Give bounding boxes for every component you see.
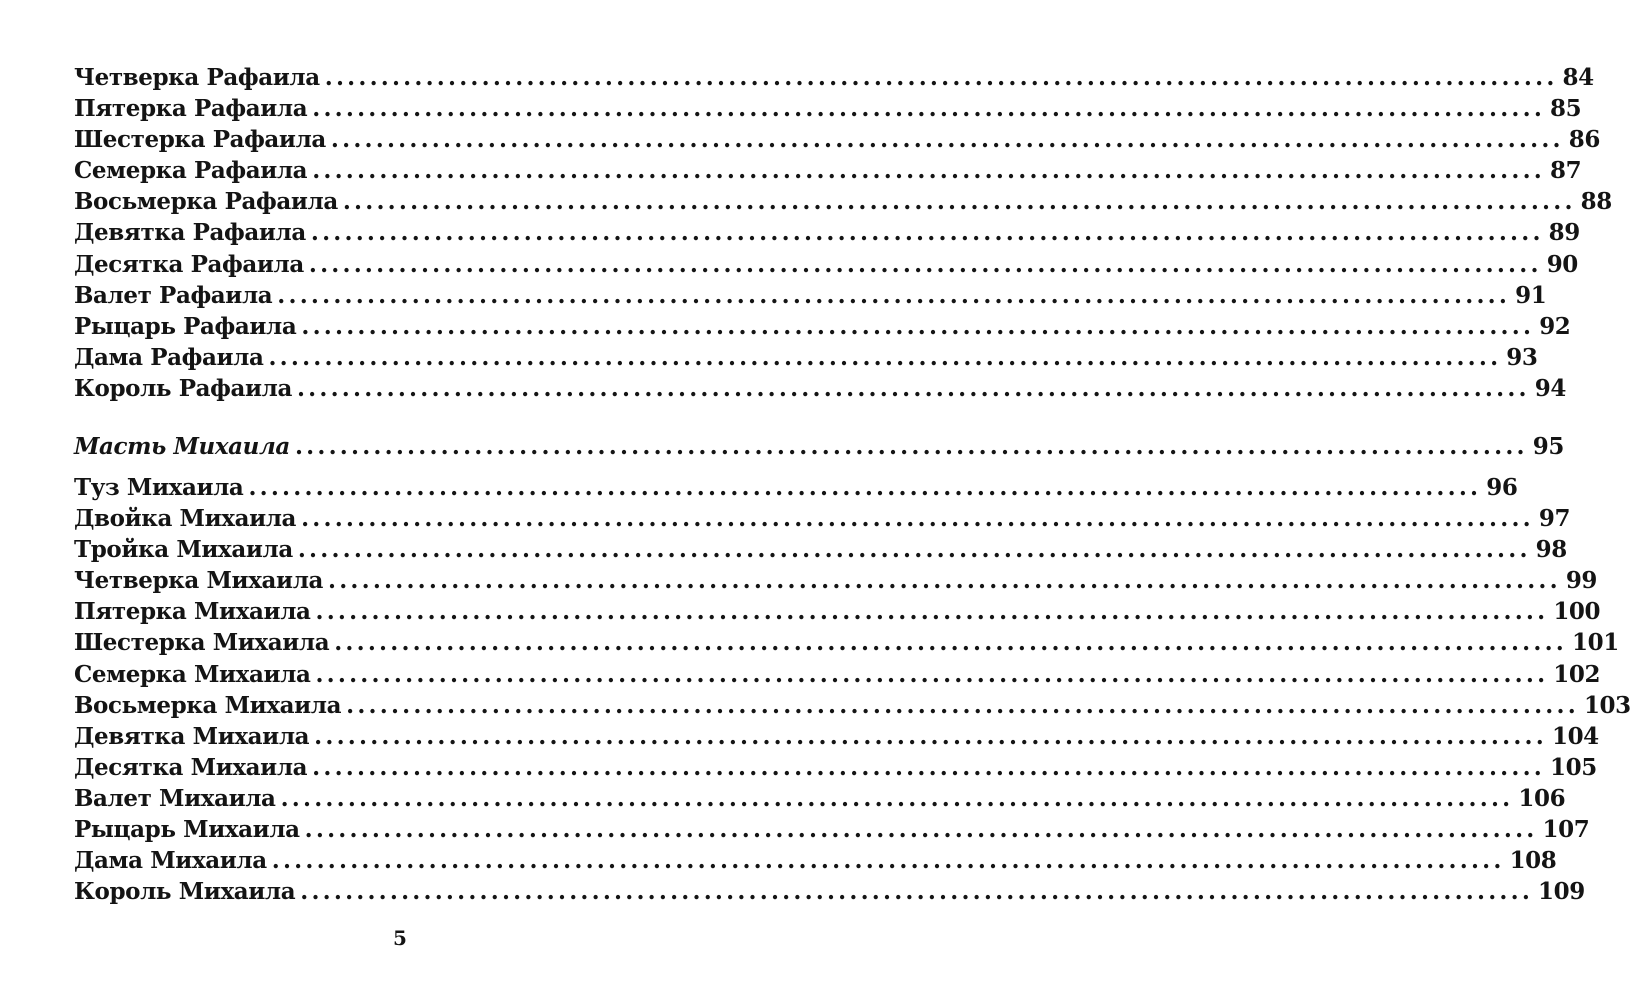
toc-entry[interactable] bbox=[74, 845, 1557, 876]
toc-entry-title: Король Рафаила bbox=[74, 374, 292, 402]
toc-entry-title: Тройка Михаила bbox=[74, 536, 293, 564]
toc-entry[interactable] bbox=[74, 659, 1601, 690]
toc-entry[interactable] bbox=[74, 217, 1580, 248]
toc-entry-title: Семерка Рафаила bbox=[74, 157, 308, 185]
toc-entry[interactable] bbox=[74, 93, 1582, 124]
toc-entry[interactable] bbox=[74, 752, 1597, 783]
toc-entry[interactable] bbox=[74, 342, 1538, 373]
toc-entry[interactable] bbox=[74, 814, 1590, 845]
toc-entry-page: 90 bbox=[1546, 250, 1578, 278]
toc-entry-title: Валет Рафаила bbox=[74, 281, 273, 309]
toc-entry-page: 108 bbox=[1509, 847, 1557, 875]
dot-leader: .............................................................................................................. bbox=[280, 784, 1514, 812]
toc-entry[interactable] bbox=[74, 721, 1599, 752]
toc-entry-page: 97 bbox=[1538, 505, 1571, 533]
toc-entry[interactable] bbox=[74, 186, 1612, 217]
dot-leader: .............................................................................................................. bbox=[328, 567, 1561, 595]
dot-leader: .............................................................................................................. bbox=[301, 505, 1534, 533]
toc-entry-page: 100 bbox=[1553, 598, 1601, 626]
toc-entry-title: Король Михаила bbox=[74, 878, 296, 906]
toc-entry-page: 102 bbox=[1553, 660, 1601, 688]
toc-entry-page: 109 bbox=[1538, 878, 1585, 906]
toc-entry[interactable] bbox=[74, 280, 1547, 311]
toc-entry-page: 98 bbox=[1535, 536, 1567, 564]
toc-entry[interactable] bbox=[74, 565, 1598, 596]
toc-entry[interactable] bbox=[74, 627, 1619, 658]
toc-entry-page: 96 bbox=[1486, 474, 1518, 501]
dot-leader: .............................................................................................................. bbox=[314, 722, 1547, 750]
toc-entry-title: Четверка Рафаила bbox=[74, 64, 320, 91]
toc-entry-page: 86 bbox=[1568, 126, 1600, 154]
dot-leader: .............................................................................................................. bbox=[330, 126, 1564, 154]
toc-entry-title: Четверка Михаила bbox=[74, 567, 324, 595]
toc-entry-title: Девятка Рафаила bbox=[74, 219, 306, 247]
toc-entry-page: 94 bbox=[1534, 374, 1566, 402]
toc-entry[interactable] bbox=[74, 783, 1566, 814]
toc-entry-page: 105 bbox=[1549, 753, 1597, 781]
dot-leader: .............................................................................................................. bbox=[304, 816, 1538, 844]
toc-entry-page: 87 bbox=[1550, 157, 1582, 185]
toc-entry-title: Двойка Михаила bbox=[74, 505, 297, 533]
dot-leader: .............................................................................................................. bbox=[301, 312, 1535, 340]
toc-entry-title: Шестерка Рафаила bbox=[74, 126, 326, 154]
toc-entry[interactable] bbox=[74, 62, 1594, 93]
toc-section-heading bbox=[74, 431, 1564, 462]
dot-leader: .............................................................................................................. bbox=[271, 847, 1505, 875]
toc-entry[interactable] bbox=[74, 311, 1571, 342]
toc-entry-page: 84 bbox=[1562, 64, 1594, 91]
toc-entry[interactable] bbox=[74, 876, 1585, 907]
dot-leader: .............................................................................................................. bbox=[268, 343, 1502, 371]
toc-entry-title: Десятка Рафаила bbox=[74, 250, 304, 278]
section-title: Масть Михаила bbox=[74, 433, 290, 460]
dot-leader: .............................................................................................................. bbox=[315, 660, 1549, 688]
toc-entry[interactable] bbox=[74, 534, 1567, 565]
dot-leader: .............................................................................................................. bbox=[312, 95, 1546, 123]
toc-entry-page: 104 bbox=[1551, 722, 1599, 750]
toc-entry-title: Восьмерка Рафаила bbox=[74, 188, 338, 216]
toc-entry-title: Рыцарь Рафаила bbox=[74, 312, 297, 340]
toc-entry-page: 88 bbox=[1580, 188, 1612, 216]
toc-entry-title: Шестерка Михаила bbox=[74, 629, 330, 657]
toc-entry-title: Дама Рафаила bbox=[74, 343, 264, 371]
dot-leader: .............................................................................................................. bbox=[294, 433, 1528, 460]
dot-leader: .............................................................................................................. bbox=[308, 250, 1542, 278]
toc-entry-page: 92 bbox=[1539, 312, 1571, 340]
section-page: 95 bbox=[1532, 433, 1564, 460]
dot-leader: .............................................................................................................. bbox=[300, 878, 1534, 906]
toc-entry-title: Семерка Михаила bbox=[74, 660, 311, 688]
dot-leader: .............................................................................................................. bbox=[324, 64, 1558, 91]
toc-entry[interactable] bbox=[74, 249, 1578, 280]
toc-entry[interactable] bbox=[74, 503, 1571, 534]
dot-leader: .............................................................................................................. bbox=[277, 281, 1511, 309]
toc-entry-page: 107 bbox=[1542, 816, 1590, 844]
toc-entry[interactable] bbox=[74, 155, 1582, 186]
toc-entry[interactable] bbox=[74, 124, 1600, 155]
toc-entry-title: Дама Михаила bbox=[74, 847, 267, 875]
toc-entry[interactable] bbox=[74, 373, 1566, 404]
dot-leader: .............................................................................................................. bbox=[315, 598, 1549, 626]
toc-entry-title: Девятка Михаила bbox=[74, 722, 310, 750]
toc-entry-page: 101 bbox=[1572, 629, 1619, 657]
dot-leader: .............................................................................................................. bbox=[342, 188, 1576, 216]
page-number: 5 bbox=[393, 926, 407, 950]
toc-entry[interactable] bbox=[74, 596, 1601, 627]
dot-leader: .............................................................................................................. bbox=[297, 536, 1531, 564]
dot-leader: .............................................................................................................. bbox=[248, 474, 1482, 501]
toc-entry[interactable] bbox=[74, 472, 1518, 503]
toc-entry[interactable] bbox=[74, 690, 1631, 721]
toc-list-michael bbox=[74, 472, 1631, 907]
toc-entry-page: 106 bbox=[1518, 784, 1566, 812]
dot-leader: .............................................................................................................. bbox=[310, 219, 1544, 247]
toc-entry-page: 85 bbox=[1550, 95, 1582, 123]
toc-entry-title: Восьмерка Михаила bbox=[74, 691, 342, 719]
toc-entry-title: Пятерка Михаила bbox=[74, 598, 311, 626]
dot-leader: .............................................................................................................. bbox=[296, 374, 1530, 402]
toc-entry-page: 99 bbox=[1565, 567, 1598, 595]
toc-entry-title: Пятерка Рафаила bbox=[74, 95, 308, 123]
toc-entry-page: 103 bbox=[1583, 691, 1631, 719]
toc-entry-title: Валет Михаила bbox=[74, 784, 276, 812]
toc-entry-page: 91 bbox=[1515, 281, 1547, 309]
toc-entry-page: 89 bbox=[1548, 219, 1580, 247]
dot-leader: .............................................................................................................. bbox=[312, 157, 1545, 185]
toc-list-raphael bbox=[74, 62, 1612, 404]
toc-entry-title: Туз Михаила bbox=[74, 474, 244, 501]
section-heading-michael[interactable] bbox=[74, 431, 1564, 462]
dot-leader: .............................................................................................................. bbox=[334, 629, 1568, 657]
toc-entry-title: Десятка Михаила bbox=[74, 753, 308, 781]
toc-entry-page: 93 bbox=[1506, 343, 1538, 371]
dot-leader: .............................................................................................................. bbox=[346, 691, 1579, 719]
toc-entry-title: Рыцарь Михаила bbox=[74, 816, 300, 844]
dot-leader: .............................................................................................................. bbox=[312, 753, 1545, 781]
